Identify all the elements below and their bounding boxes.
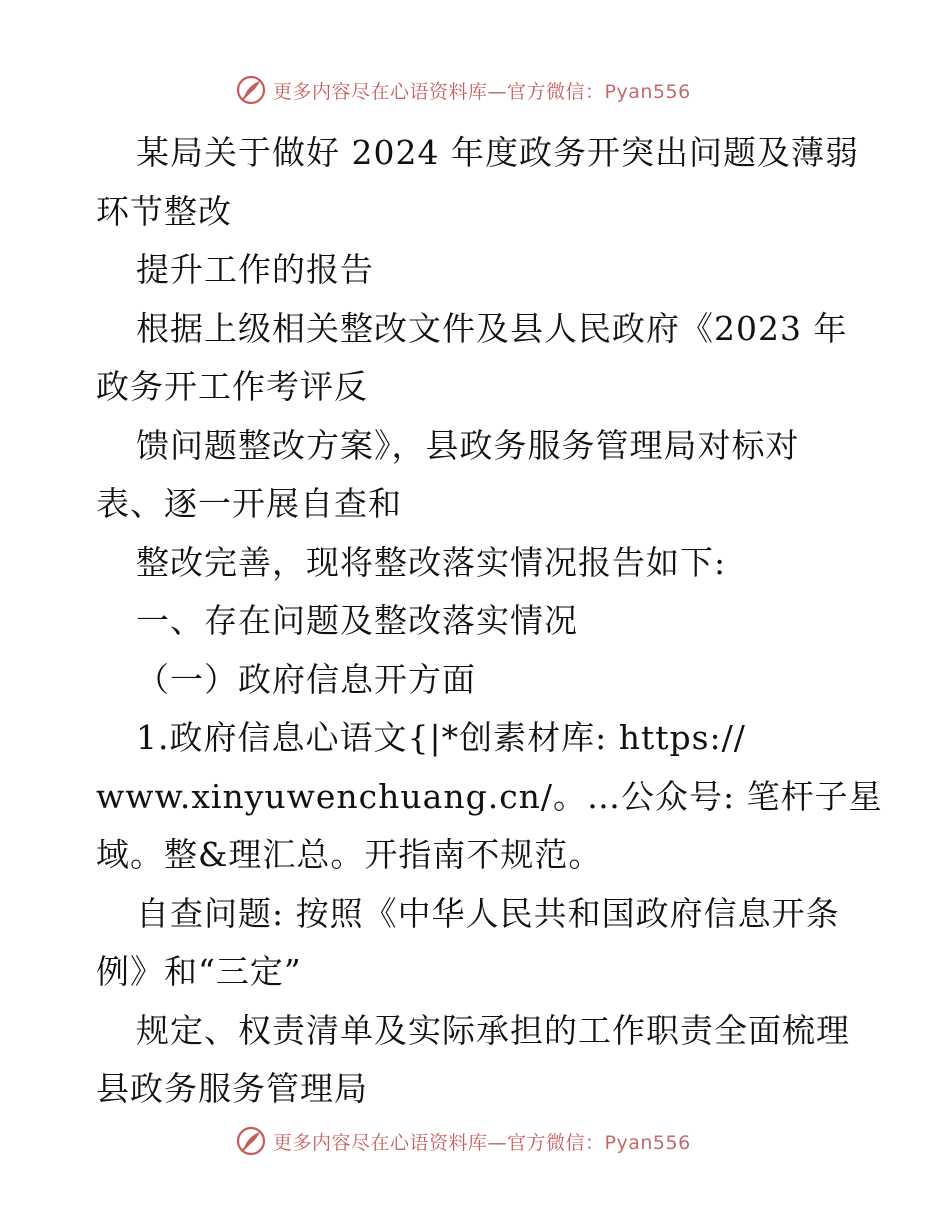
text-line: 馈问题整改方案》，县政务服务管理局对标对 xyxy=(136,425,800,465)
text-line: 一、存在问题及整改落实情况 xyxy=(136,601,578,640)
text-line: 规定、权责清单及实际承担的工作职责全面梳理 xyxy=(136,1010,850,1050)
watermark-footer xyxy=(235,1124,691,1158)
text-line: www.xinyuwenchuang.cn/。…公众号: 笔杆子星 xyxy=(96,776,883,816)
text-line: 表、逐一开展自查和 xyxy=(96,484,402,523)
text-line: 1.政府信息心语文{|*创素材库: https:// xyxy=(136,718,746,757)
watermark-text: 更多内容尽在心语资料库—官方微信：Pyan556 xyxy=(273,80,691,103)
feather-pen-icon xyxy=(235,74,267,106)
text-line: 自查问题: 按照《中华人民共和国政府信息开条 xyxy=(136,893,840,933)
text-line: 政务开工作考评反 xyxy=(96,367,368,406)
text-line: 域。整&理汇总。开指南不规范。 xyxy=(96,835,603,874)
text-line: 县政务服务管理局 xyxy=(96,1069,368,1108)
text-line: 提升工作的报告 xyxy=(136,250,374,289)
watermark-header xyxy=(235,73,691,107)
text-line: 整改完善，现将整改落实情况报告如下: xyxy=(136,542,727,582)
text-line: （一）政府信息开方面 xyxy=(136,659,476,699)
watermark-text: 更多内容尽在心语资料库—官方微信：Pyan556 xyxy=(273,1131,691,1154)
text-line: 环节整改 xyxy=(96,191,232,231)
feather-pen-icon xyxy=(235,1125,267,1157)
document-body xyxy=(96,124,883,1119)
text-line: 某局关于做好 2024 年度政务开突出问题及薄弱 xyxy=(136,133,859,172)
text-line: 例》和“三定” xyxy=(96,952,302,991)
text-line: 根据上级相关整改文件及县人民政府《2023 年 xyxy=(136,308,848,348)
